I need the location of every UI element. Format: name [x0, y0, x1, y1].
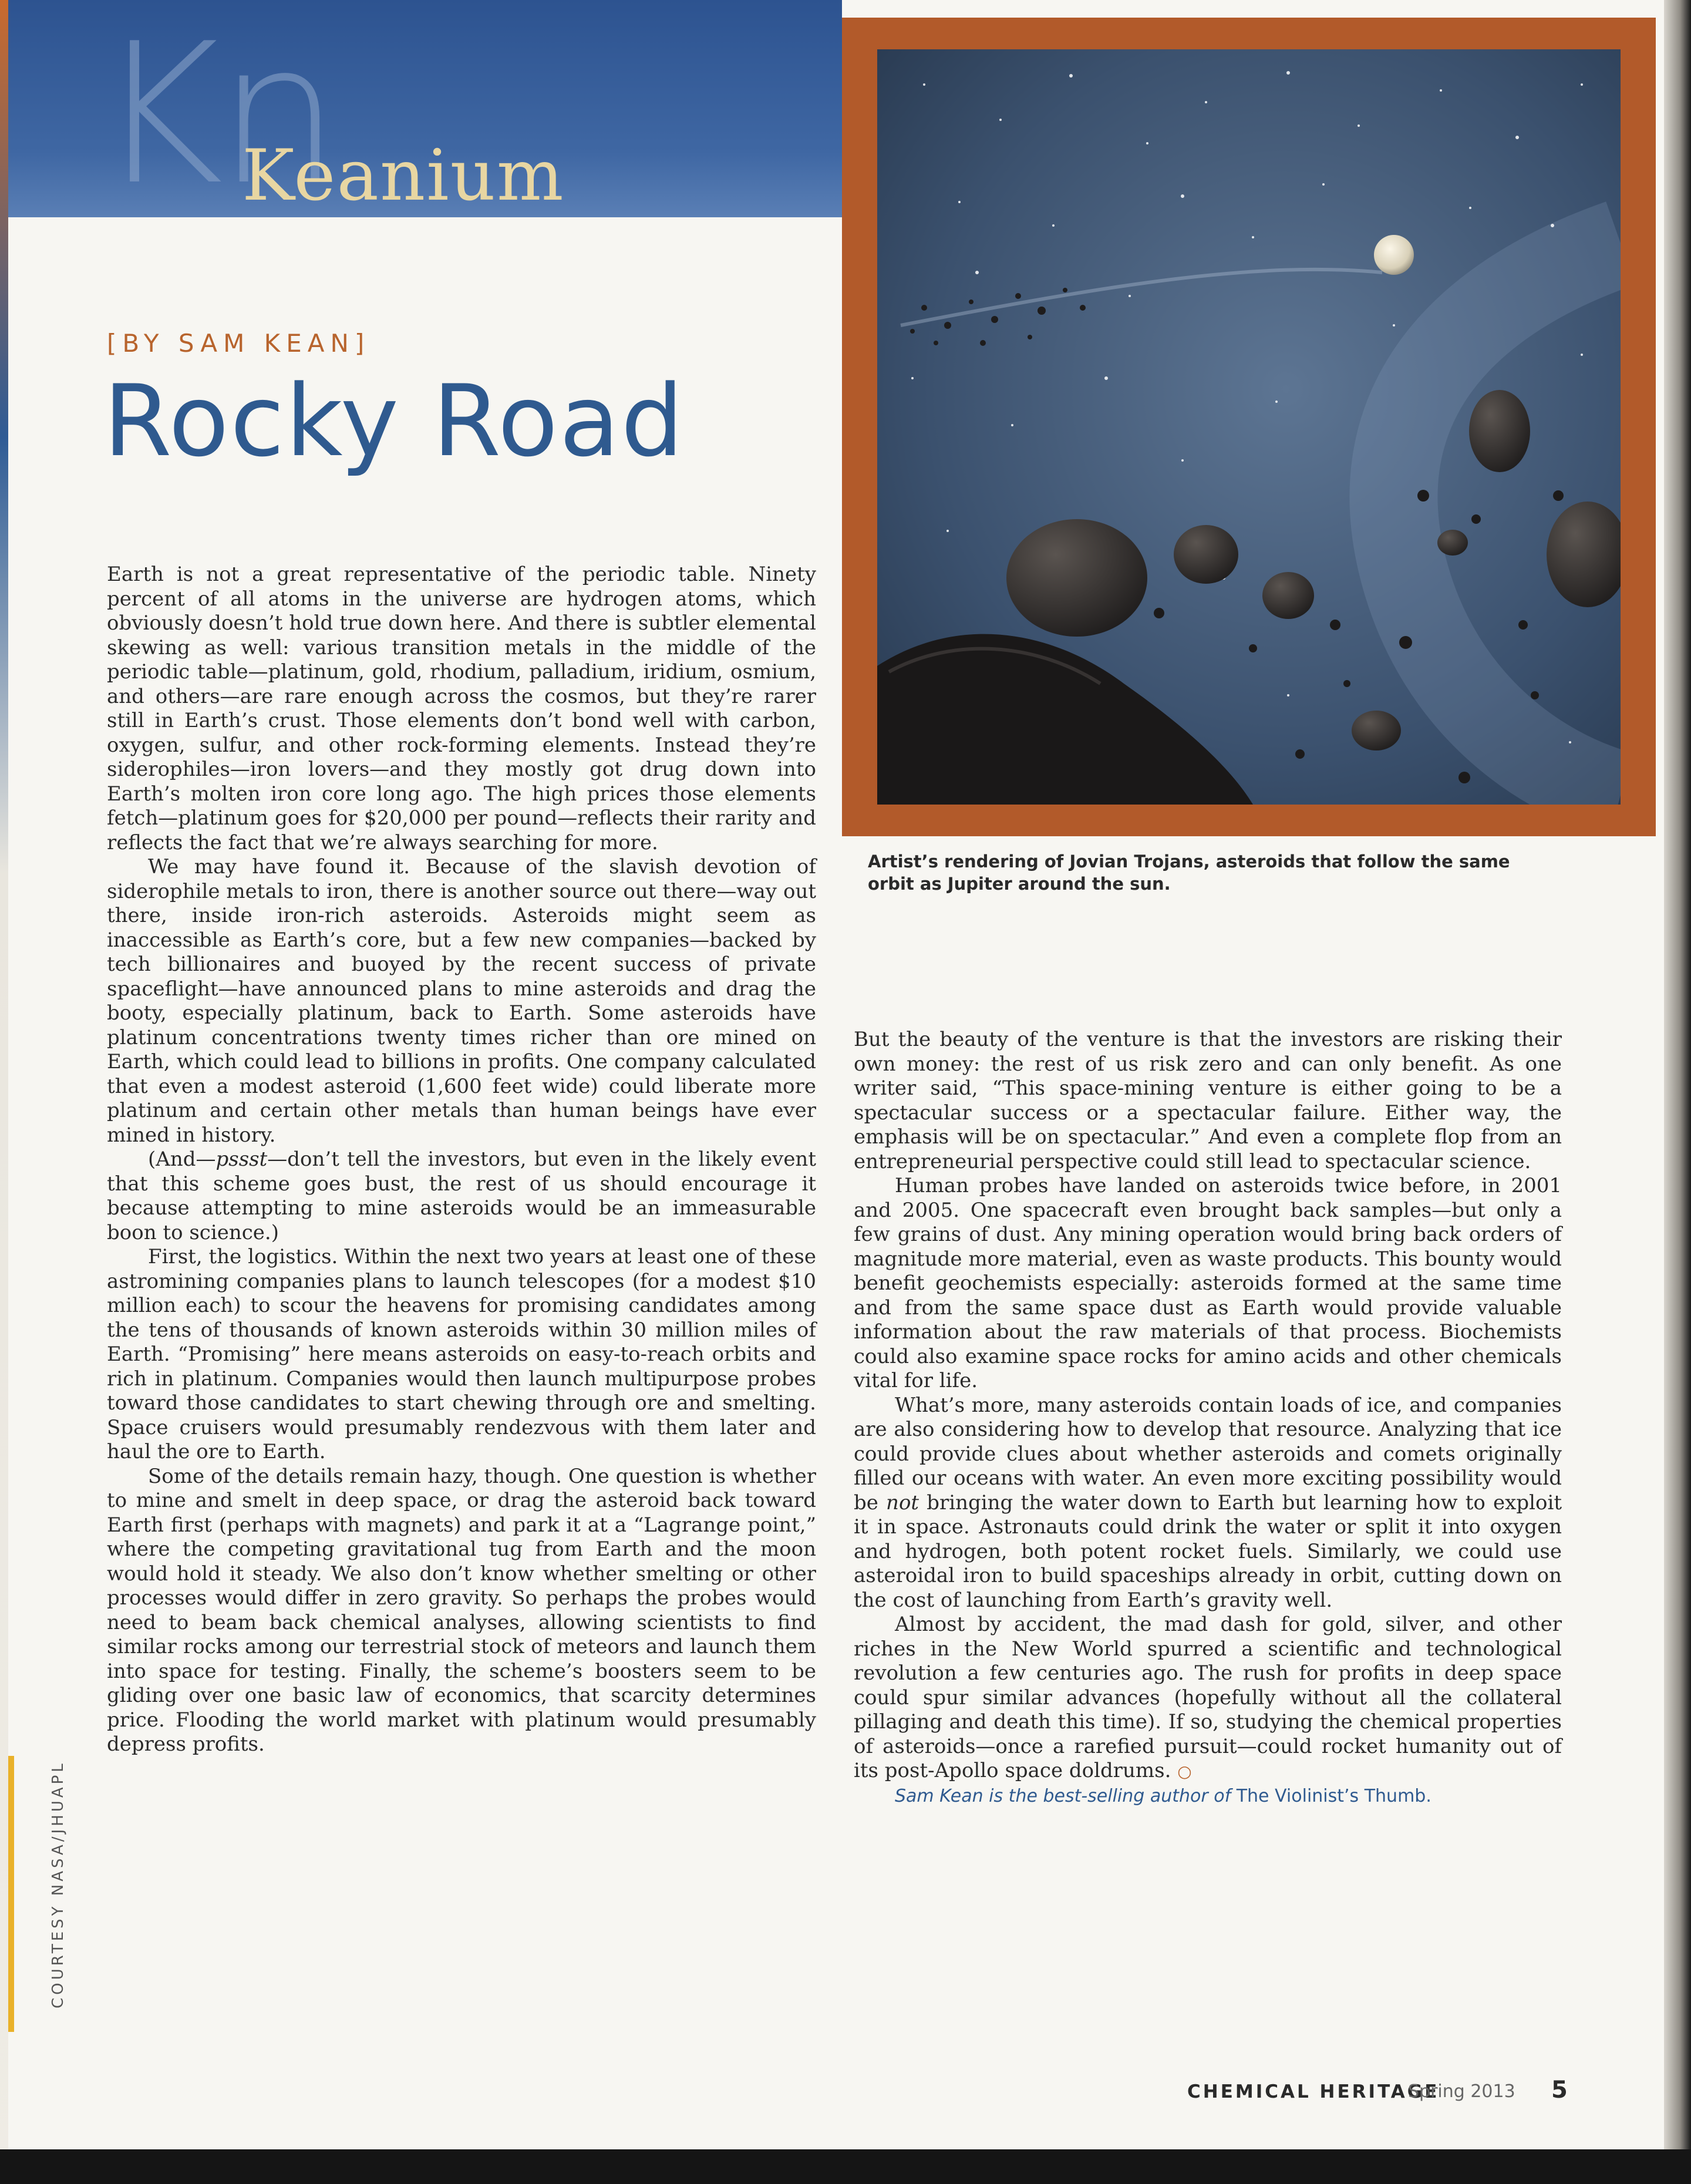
bio-book-title: The Violinist’s Thumb. [1236, 1785, 1431, 1806]
magazine-page [8, 0, 1664, 2149]
element-symbol: Kn [96, 2, 335, 227]
article-title: Rocky Road [103, 364, 685, 479]
figure-frame [842, 18, 1656, 836]
paragraph-ice [854, 1394, 1562, 1613]
paragraph: Human probes have landed on asteroids twice before, in 2001 and 2005. One spacecraft even brought back samples—but only a few grains of dust. Any mining operation would bring back orders of magnitude more material, even as waste products. This bounty would benefit geochemists especially: asteroids formed at the same time and from the same space dust as Earth would provide valuable information about the raw materials of that process. Biochemists could also examine space rocks for amino acids and other chemicals vital for life. [854, 1174, 1562, 1392]
column-header-band [8, 0, 842, 227]
paragraph-final [854, 1613, 1562, 1784]
paragraph: We may have found it. Because of the slavish devotion of siderophile metals to iron, there is another source out there—way out there, inside iron-rich asteroids. Asteroids might seem as inaccessible as Earth’s core, but a few new companies—backed by tech billionaires and buoyed by the recent success of private spaceflight—have announced plans to mine asteroids and drag the booty, especially platinum, back to Earth. Some asteroids have platinum concentrations twenty times richer than ore mined on Earth, which could lead to billions in profits. One company calculated that even a modest asteroid (1,600 feet wide) could liberate more platinum and certain other metals than human beings have ever mined in history. [107, 855, 816, 1147]
column-name: Keanium [242, 135, 565, 217]
page-bottom-edge [0, 2149, 1691, 2184]
aside-whisper: pssst [215, 1147, 268, 1171]
aside-open: (And— [148, 1147, 216, 1171]
bio-text: Sam Kean is the best-selling author of [895, 1785, 1237, 1806]
jovian-trojans-illustration [877, 49, 1621, 805]
page-spine [0, 0, 8, 2184]
issue-date: Spring 2013 [1408, 2081, 1515, 2102]
page-right-edge [1664, 0, 1691, 2184]
figure-caption: Artist’s rendering of Jovian Trojans, asteroids that follow the same orbit as Jupiter around the sun. [868, 852, 1510, 894]
right-column [854, 1028, 1562, 1808]
magazine-name: CHEMICAL HERITAGE [1187, 2081, 1440, 2102]
end-mark-icon: ○ [1177, 1762, 1192, 1781]
byline: [BY SAM KEAN] [107, 329, 370, 358]
author-bio [854, 1784, 1562, 1809]
paragraph: Earth is not a great representative of the periodic table. Ninety percent of all atoms in the universe are hydrogen atoms, which obviously doesn’t hold true down here. And there is subtler elemental skewing as well: various transition metals in the middle of the periodic table—platinum, gold, rhodium, palladium, iridium, osmium, and others—are rare enough across the cosmos, but they’re rarer still in Earth’s crust. Those elements don’t bond well with carbon, oxygen, sulfur, and other rock-forming elements. Instead they’re siderophiles—iron lovers—and they mostly got drug down into Earth’s molten iron core long ago. The high prices those elements fetch—platinum goes for $20,000 per pound—reflects their rarity and reflects the fact that we’re always searching for more. [107, 563, 816, 854]
photo-credit-text: COURTESY NASA/JHUAPL [49, 1761, 67, 2008]
paragraph: First, the logistics. Within the next two years at least one of these astromining companies plans to launch telescopes (for a modest $10 million each) to scour the heavens for promising candidates among the tens of thousands of known asteroids within 30 million miles of Earth. “Promising” here means asteroids on easy-to-reach orbits and rich in platinum. Companies would then launch multipurpose probes toward those candidates to start chewing through ore and smelting. Space cruisers would presumably rendezvous with them later and haul the ore to Earth. [107, 1245, 816, 1463]
space-scene-image [877, 49, 1621, 805]
paragraph: Some of the details remain hazy, though. One question is whether to mine and smelt in deep space, or drag the asteroid back toward Earth first (perhaps with magnets) and park it at a “Lagrange point,” where the competing gravitational tug from Earth and the moon would hold it steady. We also don’t know whether smelting or other processes would differ in zero gravity. So perhaps the probes would need to beam back chemical analyses, allowing scientists to find similar rocks among our terrestrial stock of meteors and launch them into space for testing. Finally, the scheme’s boosters seem to be gliding over one basic law of economics, that scarcity determines price. Flooding the world market with platinum would presumably depress profits. [107, 1464, 816, 1756]
aside-rest: —don’t tell the investors, but even in the likely event that this scheme goes bust, the rest of us should encourage it because attempting to mine asteroids would be an immeasurable boon to science.) [107, 1147, 816, 1244]
page-footer [1187, 2077, 1568, 2106]
left-column [107, 563, 816, 1757]
final-text: Almost by accident, the mad dash for gold, silver, and other riches in the New World spurred a scientific and technological revolution a few centuries ago. The rush for profits in deep space could spur similar advances (hopefully without all the collateral pillaging and death this time). If so, studying the chemical properties of asteroids—once a rarefied pursuit—could rocket humanity out of its post-Apollo space doldrums. [854, 1613, 1562, 1782]
paragraph: But the beauty of the venture is that the investors are risking their own money: the rest of us risk zero and can only benefit. As one writer said, “This space-mining venture is either going to be a spectacular success or a spectacular failure. Either way, the emphasis will be on spectacular.” And even a complete flop from an entrepreneurial perspective could still lead to spectacular science. [854, 1028, 1562, 1173]
ice-text-after: bringing the water down to Earth but learning how to exploit it in space. Astronauts could drink the water or split it into oxygen and hydrogen, both potent rocket fuels. Similarly, we could use asteroidal iron to build spaceships already in orbit, cutting down on the cost of launching from Earth’s gravity well. [854, 1490, 1562, 1612]
paragraph-aside [107, 1147, 816, 1245]
page-number: 5 [1551, 2077, 1568, 2104]
ice-emphasis: not [886, 1490, 919, 1515]
ice-text-before: What’s more, many asteroids contain loads of ice, and companies are also considering how to develop that resource. Analyzing that ice could provide clues about whether asteroids and comets originally filled our oceans with water. An even more exciting possibility would be [854, 1393, 1562, 1515]
edge-tab [8, 1756, 14, 2032]
